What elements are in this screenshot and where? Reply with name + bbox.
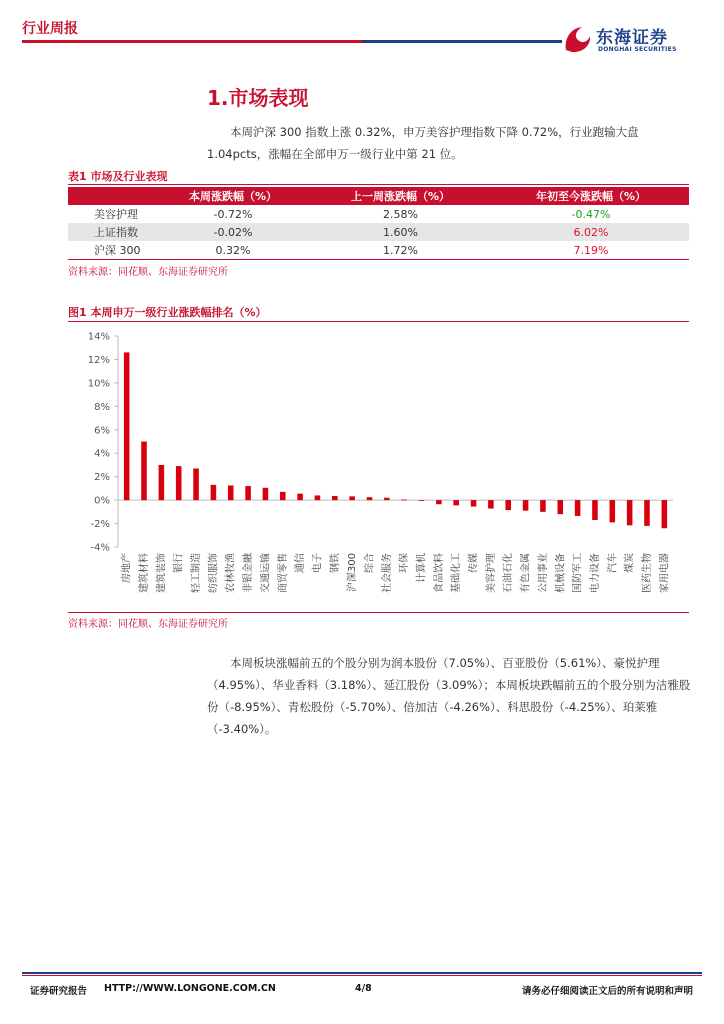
row-week-change: -0.72% bbox=[213, 207, 253, 221]
x-tick-label: 计算机 bbox=[416, 553, 428, 583]
bar-轻工制造 bbox=[193, 468, 199, 500]
row-name: 上证指数 bbox=[68, 223, 158, 241]
bar-钢铁 bbox=[332, 496, 338, 500]
table-bottom-divider bbox=[68, 259, 689, 260]
x-tick-label: 电力设备 bbox=[589, 553, 601, 593]
bar-电力设备 bbox=[592, 500, 598, 520]
table-title: 表1 市场及行业表现 bbox=[68, 170, 168, 183]
header-divider-red bbox=[22, 40, 362, 43]
row-last-week-change: 1.72% bbox=[383, 243, 418, 257]
x-tick-label: 医药生物 bbox=[641, 553, 653, 593]
section-title: 1.市场表现 bbox=[207, 86, 309, 110]
figure-title-divider bbox=[68, 321, 689, 322]
x-tick-label: 国防军工 bbox=[572, 553, 584, 593]
x-tick-label: 基础化工 bbox=[451, 553, 463, 593]
bar-机械设备 bbox=[557, 500, 563, 514]
x-tick-label: 环保 bbox=[399, 553, 411, 573]
bar-基础化工 bbox=[453, 500, 459, 505]
bar-通信 bbox=[297, 494, 303, 500]
row-ytd-change: -0.47% bbox=[571, 207, 611, 221]
bar-非银金融 bbox=[245, 486, 251, 500]
market-summary-paragraph: 本周沪深 300 指数上涨 0.32%，申万美容护理指数下降 0.72%，行业跑输大盘 1.04pcts，涨幅在全部申万一级行业中第 21 位。 bbox=[207, 125, 639, 161]
bar-医药生物 bbox=[644, 500, 650, 526]
bar-农林牧渔 bbox=[228, 485, 234, 500]
bar-综合 bbox=[367, 497, 373, 500]
x-tick-label: 建筑装饰 bbox=[156, 553, 168, 593]
figure-source-note: 资料来源：同花顺、东海证券研究所 bbox=[68, 619, 228, 630]
row-name: 沪深 300 bbox=[94, 244, 141, 257]
footer-divider-red bbox=[22, 975, 702, 976]
x-tick-label: 美容护理 bbox=[485, 553, 497, 593]
table-header-cell: 上一周涨跌幅（%） bbox=[308, 187, 493, 205]
row-last-week-change: 2.58% bbox=[383, 207, 418, 221]
row-ytd-change: 7.19% bbox=[573, 243, 609, 257]
figure-title: 图1 本周申万一级行业涨跌幅排名（%） bbox=[68, 306, 267, 319]
x-tick-label: 钢铁 bbox=[329, 553, 341, 573]
x-tick-label: 综合 bbox=[364, 553, 376, 573]
x-tick-label: 沪深300 bbox=[347, 553, 359, 593]
footer-disclaimer: 请务必仔细阅读正文后的所有说明和声明 bbox=[522, 986, 694, 997]
bar-交通运输 bbox=[263, 488, 269, 500]
industry-change-bar-chart bbox=[68, 328, 689, 610]
y-tick-label: 12% bbox=[87, 354, 110, 366]
footer-report-label: 证券研究报告 bbox=[30, 986, 88, 997]
x-tick-label: 商贸零售 bbox=[277, 553, 289, 593]
logo-en-name: DONGHAI SECURITIES bbox=[598, 46, 677, 53]
table-header-row bbox=[68, 187, 689, 205]
dragon-logo-icon bbox=[560, 22, 594, 56]
bar-商贸零售 bbox=[280, 492, 286, 500]
row-ytd-change: 6.02% bbox=[493, 223, 689, 241]
x-tick-label: 社会服务 bbox=[381, 553, 393, 593]
x-tick-label: 煤炭 bbox=[624, 553, 636, 573]
x-tick-label: 汽车 bbox=[607, 553, 619, 573]
bar-环保 bbox=[401, 500, 407, 501]
company-logo bbox=[560, 22, 710, 56]
bar-家用电器 bbox=[662, 500, 668, 528]
y-tick-label: 10% bbox=[87, 378, 110, 390]
x-tick-label: 非银金融 bbox=[243, 553, 255, 593]
bar-沪深300 bbox=[349, 496, 355, 500]
y-tick-label: 4% bbox=[94, 448, 110, 460]
bar-汽车 bbox=[610, 500, 616, 522]
x-tick-label: 交通运输 bbox=[260, 553, 272, 593]
bar-电子 bbox=[315, 495, 321, 500]
bar-纺织服饰 bbox=[211, 485, 217, 500]
bar-建筑材料 bbox=[141, 442, 147, 501]
y-tick-label: -2% bbox=[90, 519, 110, 531]
y-tick-label: 14% bbox=[87, 331, 110, 343]
row-week-change: -0.02% bbox=[158, 223, 308, 241]
table-header-cell: 本周涨跌幅（%） bbox=[158, 187, 308, 205]
bar-食品饮料 bbox=[436, 500, 442, 504]
bar-石油石化 bbox=[505, 500, 511, 510]
table-row bbox=[68, 205, 689, 223]
y-tick-label: 2% bbox=[94, 472, 110, 484]
stock-movers-paragraph: 本周板块涨幅前五的个股分别为润本股份（7.05%）、百亚股份（5.61%）、豪悦护理（4.95%）、华业香料（3.18%）、延江股份（3.09%）；本周板块跌幅前五的个股分别为洁雅股份（-8.95%）、青松股份（-5.70%）、倍加洁（-4.26%）、科思股份（-4.25%）、珀莱雅（-3.40%）。 bbox=[207, 656, 691, 736]
x-tick-label: 家用电器 bbox=[659, 553, 671, 593]
y-tick-label: -4% bbox=[90, 542, 110, 554]
x-tick-label: 农林牧渔 bbox=[225, 553, 237, 593]
footer-page-number: 4/8 bbox=[355, 983, 372, 994]
bar-房地产 bbox=[124, 352, 130, 500]
table-title-divider bbox=[68, 184, 689, 185]
bar-社会服务 bbox=[384, 498, 390, 500]
y-tick-label: 6% bbox=[94, 425, 110, 437]
table-source-note: 资料来源：同花顺、东海证券研究所 bbox=[68, 267, 228, 278]
table-row bbox=[68, 241, 689, 259]
row-name: 美容护理 bbox=[94, 208, 138, 221]
bar-计算机 bbox=[419, 500, 425, 501]
footer-website-link[interactable]: HTTP://WWW.LONGONE.COM.CN bbox=[104, 983, 276, 994]
x-tick-label: 有色金属 bbox=[520, 553, 532, 593]
table-header-cell bbox=[68, 187, 158, 205]
bar-煤炭 bbox=[627, 500, 633, 525]
x-tick-label: 公用事业 bbox=[537, 553, 549, 593]
table-row bbox=[68, 223, 689, 241]
x-tick-label: 房地产 bbox=[121, 553, 133, 583]
row-week-change: 0.32% bbox=[215, 243, 251, 257]
x-tick-label: 石油石化 bbox=[503, 553, 515, 593]
footer-divider bbox=[22, 972, 702, 974]
table-header-cell: 年初至今涨跌幅（%） bbox=[493, 187, 689, 205]
bar-公用事业 bbox=[540, 500, 546, 512]
x-tick-label: 机械设备 bbox=[555, 553, 567, 593]
x-tick-label: 纺织服饰 bbox=[208, 553, 220, 593]
row-last-week-change: 1.60% bbox=[308, 223, 493, 241]
header-divider-blue bbox=[362, 40, 562, 43]
x-tick-label: 银行 bbox=[173, 553, 185, 573]
y-tick-label: 0% bbox=[94, 495, 110, 507]
bar-美容护理 bbox=[488, 500, 494, 508]
market-performance-table bbox=[68, 187, 689, 259]
x-tick-label: 轻工制造 bbox=[191, 553, 203, 593]
logo-cn-name: 东海证券 bbox=[596, 28, 668, 48]
y-tick-label: 8% bbox=[94, 401, 110, 413]
bar-银行 bbox=[176, 466, 182, 500]
bar-有色金属 bbox=[523, 500, 529, 511]
bar-国防军工 bbox=[575, 500, 581, 516]
header-report-type: 行业周报 bbox=[22, 21, 78, 37]
bar-建筑装饰 bbox=[159, 465, 165, 500]
x-tick-label: 传媒 bbox=[468, 553, 480, 573]
x-tick-label: 建筑材料 bbox=[139, 553, 151, 593]
x-tick-label: 食品饮料 bbox=[433, 553, 445, 593]
figure-bottom-divider bbox=[68, 612, 689, 613]
x-tick-label: 通信 bbox=[295, 553, 307, 573]
bar-传媒 bbox=[471, 500, 477, 506]
x-tick-label: 电子 bbox=[312, 553, 324, 573]
